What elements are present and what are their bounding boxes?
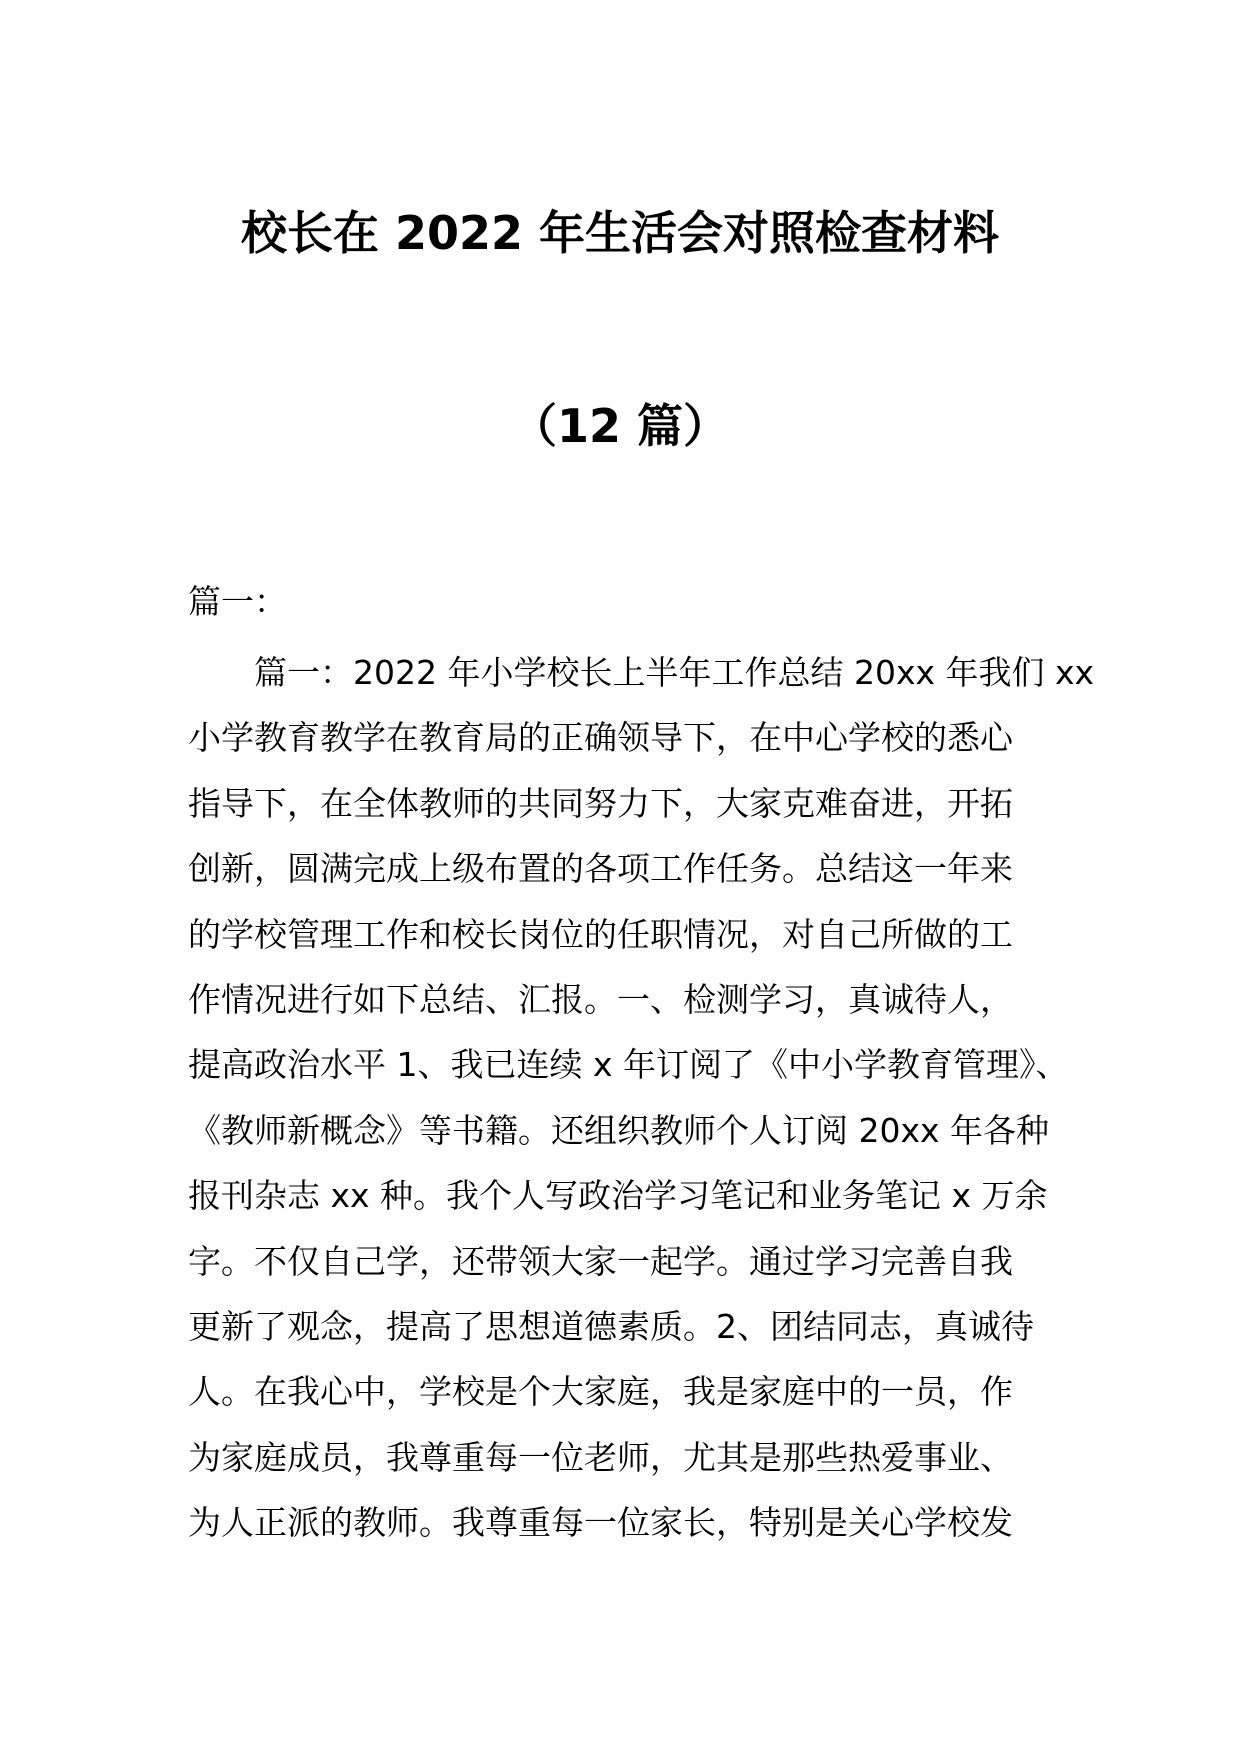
paragraph-line: 为家庭成员，我尊重每一位老师，尤其是那些热爱事业、 [188,1437,1013,1477]
document-title: 校长在 2022 年生活会对照检查材料 [240,206,1000,260]
section-heading: 篇一： [188,582,287,621]
paragraph-line: 作情况进行如下总结、汇报。一、检测学习，真诚待人， [188,979,1013,1019]
document-subtitle: （12 篇） [510,399,730,453]
paragraph-line: 为人正派的教师。我尊重每一位家长，特别是关心学校发 [188,1503,1013,1543]
paragraph-line: 字。不仅自己学，还带领大家一起学。通过学习完善自我 [188,1241,1013,1281]
paragraph-line: 报刊杂志 xx 种。我个人写政治学习笔记和业务笔记 x 万余 [188,1176,1048,1216]
paragraph-line: 创新，圆满完成上级布置的各项工作任务。总结这一年来 [188,849,1013,889]
paragraph-line: 更新了观念，提高了思想道德素质。2、团结同志，真诚待 [188,1306,1034,1346]
body-paragraph [188,640,1095,1555]
paragraph-line: 指导下，在全体教师的共同努力下，大家克难奋进，开拓 [188,783,1013,823]
paragraph-line: 篇一：2022 年小学校长上半年工作总结 20xx 年我们 xx [254,653,1095,692]
paragraph-line: 小学教育教学在教育局的正确领导下，在中心学校的悉心 [188,718,1013,758]
paragraph-line: 《教师新概念》等书籍。还组织教师个人订阅 20xx 年各种 [188,1110,1050,1150]
paragraph-line: 的学校管理工作和校长岗位的任职情况，对自己所做的工 [188,914,1013,954]
paragraph-line: 提高政治水平 1、我已连续 x 年订阅了《中小学教育管理》、 [188,1045,1069,1085]
paragraph-line: 人。在我心中，学校是个大家庭，我是家庭中的一员，作 [188,1372,1013,1412]
